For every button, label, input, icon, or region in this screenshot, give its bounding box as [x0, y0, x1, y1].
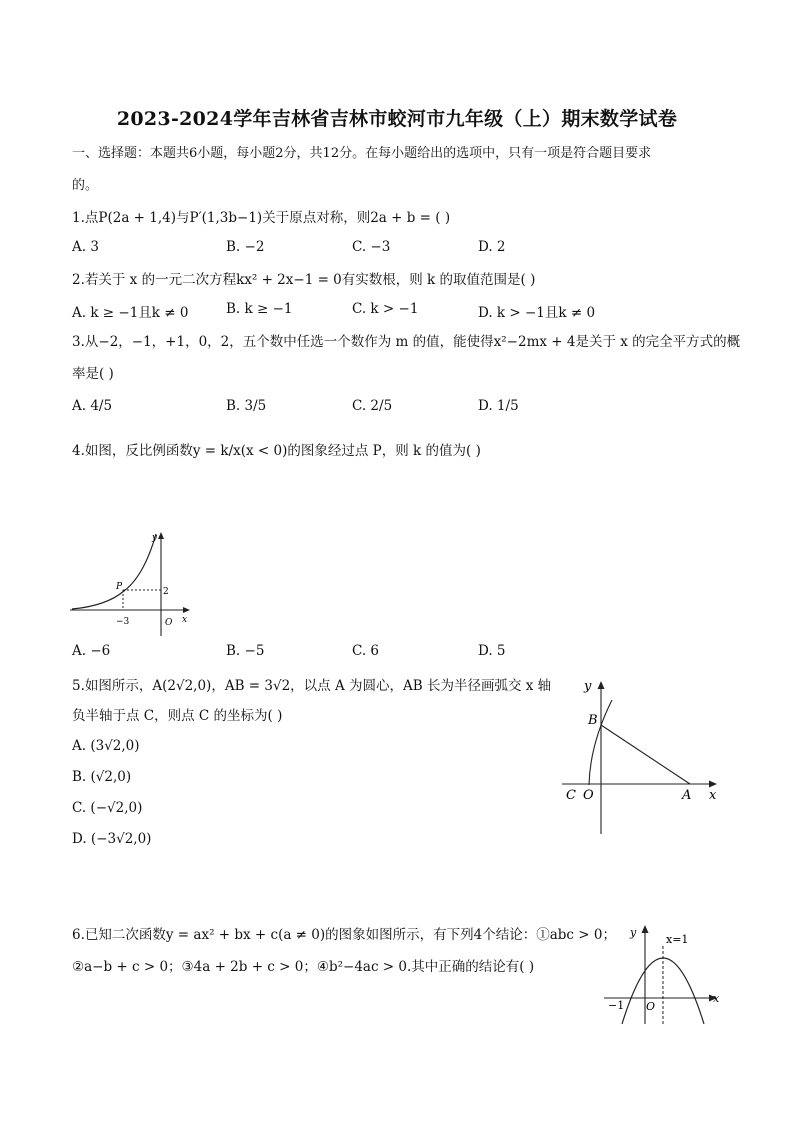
q6-y-label: y [630, 926, 637, 939]
q6-axis-of-symmetry-label: x=1 [666, 933, 689, 946]
q6-origin-label: O [646, 1000, 656, 1013]
question-2-stem: 2.若关于 x 的一元二次方程kx² + 2x−1 = 0有实数根，则 k 的取值范围是( ) [72, 272, 536, 288]
q2-option-b: B. k ≥ −1 [226, 301, 293, 317]
question-5-stem-line2: 负半轴于点 C，则点 C 的坐标为( ) [72, 708, 283, 724]
q3-option-b: B. 3/5 [226, 398, 267, 414]
question-1-stem: 1.点P(2a + 1,4)与P′(1,3b−1)关于原点对称，则2a + b = ( ) [72, 210, 451, 226]
q4-x-value-label: −3 [116, 617, 130, 627]
q4-point-p-label: P [116, 582, 123, 592]
q5-point-b-label: B [588, 713, 598, 728]
q1-option-c: C. −3 [352, 239, 391, 255]
q4-option-c: C. 6 [352, 643, 380, 659]
q5-point-c-label: C [566, 788, 576, 803]
q3-option-c: C. 2/5 [352, 398, 393, 414]
q4-option-b: B. −5 [226, 643, 265, 659]
q2-option-c: C. k > −1 [352, 301, 419, 317]
q6-x-label: x [713, 992, 720, 1005]
section-header-line1: 一、选择题：本题共6小题，每小题2分，共12分。在每小题给出的选项中，只有一项是符合题目要求 [72, 146, 652, 161]
question-4-stem: 4.如图，反比例函数y = k/x(x < 0)的图象经过点 P，则 k 的值为( ) [72, 443, 481, 459]
q5-option-c: C. (−√2,0) [72, 800, 143, 816]
q4-option-d: D. 5 [478, 643, 506, 659]
q2-option-a: A. k ≥ −1且k ≠ 0 [72, 305, 189, 321]
q5-origin-label: O [583, 788, 594, 803]
q4-figure [66, 526, 196, 642]
q4-x-label: x [182, 615, 188, 625]
exam-title: 2023-2024学年吉林省吉林市蛟河市九年级（上）期末数学试卷 [116, 108, 678, 130]
q5-option-d: D. (−3√2,0) [72, 831, 152, 847]
q3-option-d: D. 1/5 [478, 398, 519, 414]
q6-neg-one-label: −1 [608, 999, 625, 1012]
q5-x-label: x [709, 788, 717, 803]
q1-option-d: D. 2 [478, 239, 506, 255]
question-6-stem-line2: ②a−b + c > 0；③4a + 2b + c > 0；④b²−4ac > 0.其中正确的结论有( ) [72, 959, 535, 975]
q5-point-a-label: A [682, 788, 692, 803]
q5-figure [560, 672, 730, 840]
q3-option-a: A. 4/5 [72, 398, 113, 414]
q6-figure [602, 918, 727, 1030]
question-3-stem-line1: 3.从−2，−1，+1，0，2，五个数中任选一个数作为 m 的值，能使得x²−2mx + 4是关于 x 的完全平方式的概 [72, 334, 741, 350]
q1-option-a: A. 3 [72, 239, 99, 255]
question-3-stem-line2: 率是( ) [72, 366, 114, 382]
q1-option-b: B. −2 [226, 239, 265, 255]
section-header-line2: 的。 [72, 178, 99, 193]
q5-option-a: A. (3√2,0) [72, 738, 140, 754]
q2-option-d: D. k > −1且k ≠ 0 [478, 305, 596, 321]
question-5-stem-line1: 5.如图所示，A(2√2,0)，AB = 3√2，以点 A 为圆心，AB 长为半径画弧交 x 轴 [72, 678, 552, 694]
q4-y-value-label: 2 [163, 587, 169, 597]
q4-y-label: y [152, 533, 158, 543]
q5-option-b: B. (√2,0) [72, 769, 132, 785]
question-6-stem-line1: 6.已知二次函数y = ax² + bx + c(a ≠ 0)的图象如图所示，有下列4个结论：①abc > 0； [72, 927, 616, 943]
q4-option-a: A. −6 [72, 643, 111, 659]
q4-origin-label: O [165, 618, 173, 628]
q5-y-label: y [584, 679, 592, 694]
